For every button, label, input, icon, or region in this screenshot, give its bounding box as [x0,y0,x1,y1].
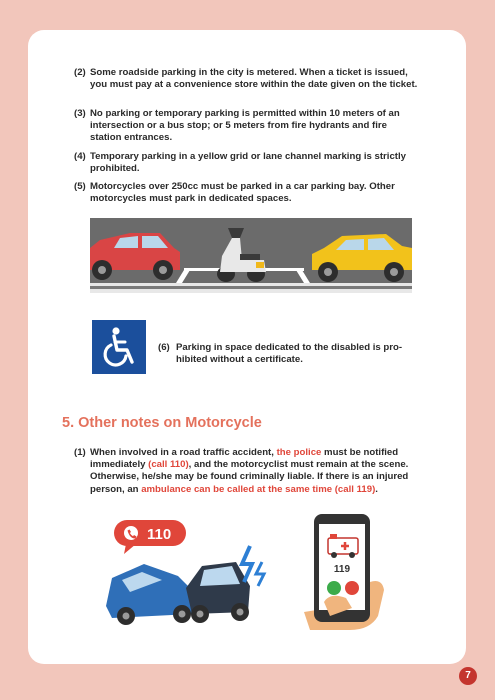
end-call-icon [345,581,359,595]
rule-text: Temporary parking in a yellow grid or lane channel marking is strictly prohibited. [90,151,406,175]
blue-car-icon [106,564,196,625]
rule-6 [158,342,418,366]
ambulance-number: 119 [333,564,351,575]
dark-car-icon [186,562,250,623]
rule-number: (4) [74,151,86,162]
motorcycle-note-1 [58,447,424,496]
note-highlight: ambulance can be called at the same time (call 119) [141,483,376,495]
police-call-bubble [114,520,186,554]
impact-lightning-icon [256,562,264,586]
parking-scene-illustration [90,218,412,293]
ambulance-icon [328,534,358,558]
note-highlight: (call 110) [148,459,189,471]
note-text-part: must be notified immediately [90,447,399,471]
page-number-badge: 7 [459,667,477,685]
rule-number: (3) [74,108,86,119]
rule-text: No parking or temporary parking is permitted within 10 meters of an intersection or a bus stop; or 5 meters from fire hydrants and fire station entrances. [90,108,400,144]
rule-number: (5) [74,181,86,192]
wheelchair-icon [92,320,146,374]
ambulance-call-phone-illustration [290,512,390,630]
section-heading: 5. Other notes on Motorcycle [62,415,262,431]
rule-text: Some roadside parking in the city is metered. When a ticket is issued, you must pay at a convenience store within the date given on the ticket. [90,67,418,91]
rule-number: (2) [74,67,86,78]
rule-number: (6) [158,342,170,353]
note-text-part: When involved in a road traffic accident, [90,447,277,458]
rule-5 [58,181,420,205]
rule-2 [58,67,420,91]
car-accident-illustration [100,518,278,626]
note-number: (1) [74,447,86,458]
rule-text: Motorcycles over 250cc must be parked in a car parking bay. Other motorcycles must park in dedicated spaces. [90,181,395,205]
note-highlight: the police [276,447,322,458]
rule-4 [58,151,420,175]
rule-text: Parking in space dedicated to the disabled is pro-hibited without a certificate. [176,342,403,366]
note-text [90,447,408,495]
police-number: 110 [147,526,172,543]
answer-call-icon [327,581,341,595]
rule-3 [58,108,420,145]
note-text-part: , and the motorcyclist must remain at the scene. Otherwise, he/she may be found criminally liable. If there is an injured person, an [90,459,409,495]
note-text-part: . [375,483,378,495]
